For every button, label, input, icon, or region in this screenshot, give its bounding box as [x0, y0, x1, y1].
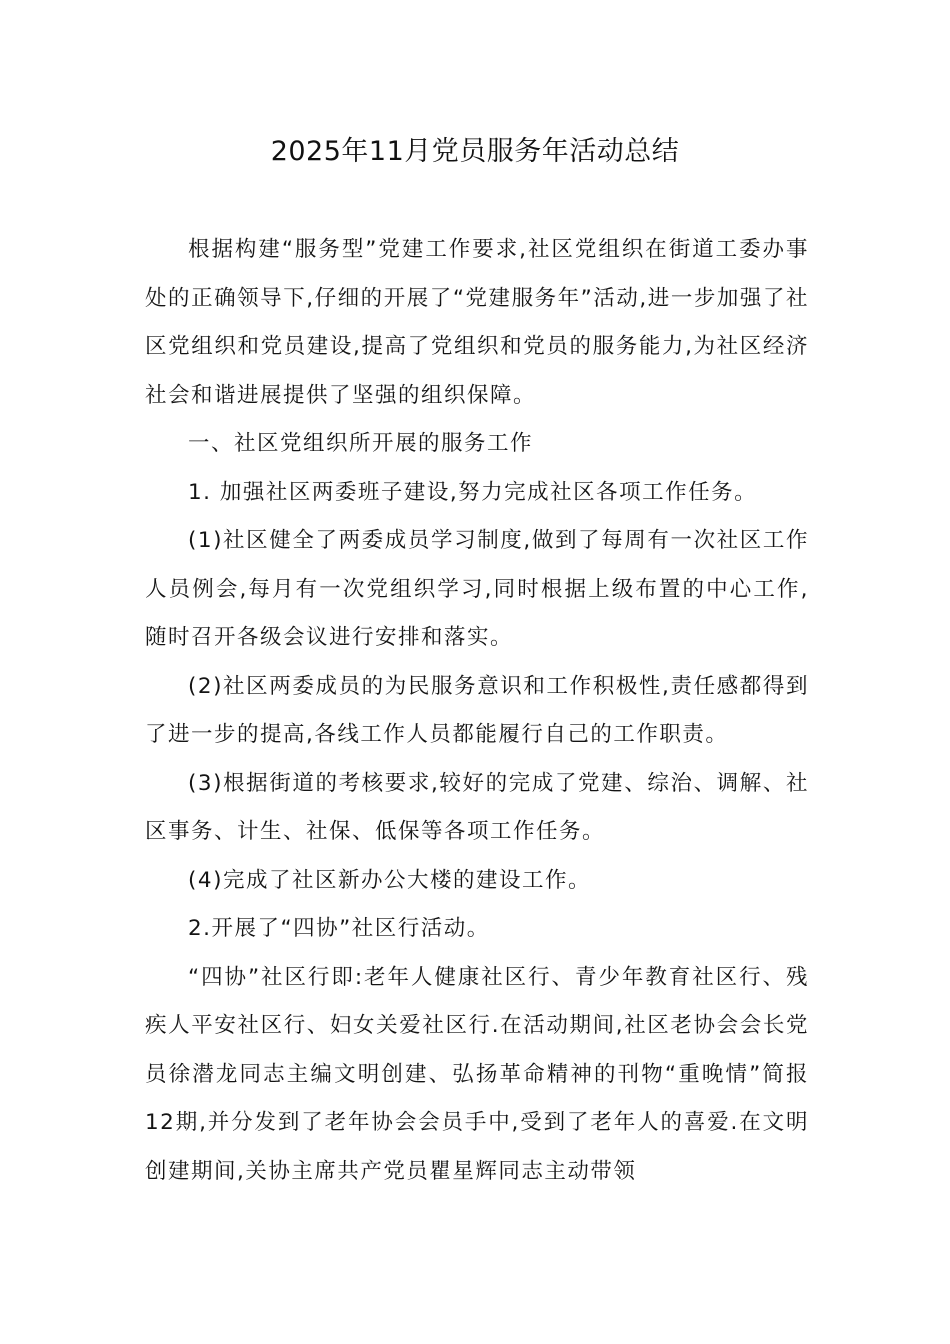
list-item-paragraph: (3)根据街道的考核要求,较好的完成了党建、综治、调解、社区事务、计生、社保、低保等各项工作任务。	[145, 770, 809, 844]
intro-paragraph: 根据构建“服务型”党建工作要求,社区党组织在街道工委办事处的正确领导下,仔细的开展了“党建服务年”活动,进一步加强了社区党组织和党员建设,提高了党组织和党员的服务能力,为社区经济社会和谐进展提供了坚强的组织保障。	[145, 237, 809, 408]
list-item-paragraph: (2)社区两委成员的为民服务意识和工作积极性,责任感都得到了进一步的提高,各线工作人员都能履行自己的工作职责。	[145, 673, 809, 747]
section-heading: 一、社区党组织所开展的服务工作	[188, 431, 534, 456]
document-title: 2025年11月党员服务年活动总结	[270, 136, 680, 167]
document-body	[145, 226, 809, 1196]
list-item-paragraph: (4)完成了社区新办公大楼的建设工作。	[188, 867, 591, 893]
subsection-heading: 2.开展了“四协”社区行活动。	[188, 916, 490, 941]
subsection-heading: 1. 加强社区两委班子建设,努力完成社区各项工作任务。	[188, 479, 758, 505]
list-item-paragraph: (1)社区健全了两委成员学习制度,做到了每周有一次社区工作人员例会,每月有一次党组织学习,同时根据上级布置的中心工作,随时召开各级会议进行安排和落实。	[145, 528, 809, 650]
body-paragraph: “四协”社区行即:老年人健康社区行、青少年教育社区行、残疾人平安社区行、妇女关爱社区行.在活动期间,社区老协会会长党员徐潜龙同志主编文明创建、弘扬革命精神的刊物“重晚情”简报12期,并分发到了老年协会会员手中,受到了老年人的喜爱.在文明创建期间,关协主席共产党员瞿星辉同志主动带领	[145, 964, 809, 1184]
